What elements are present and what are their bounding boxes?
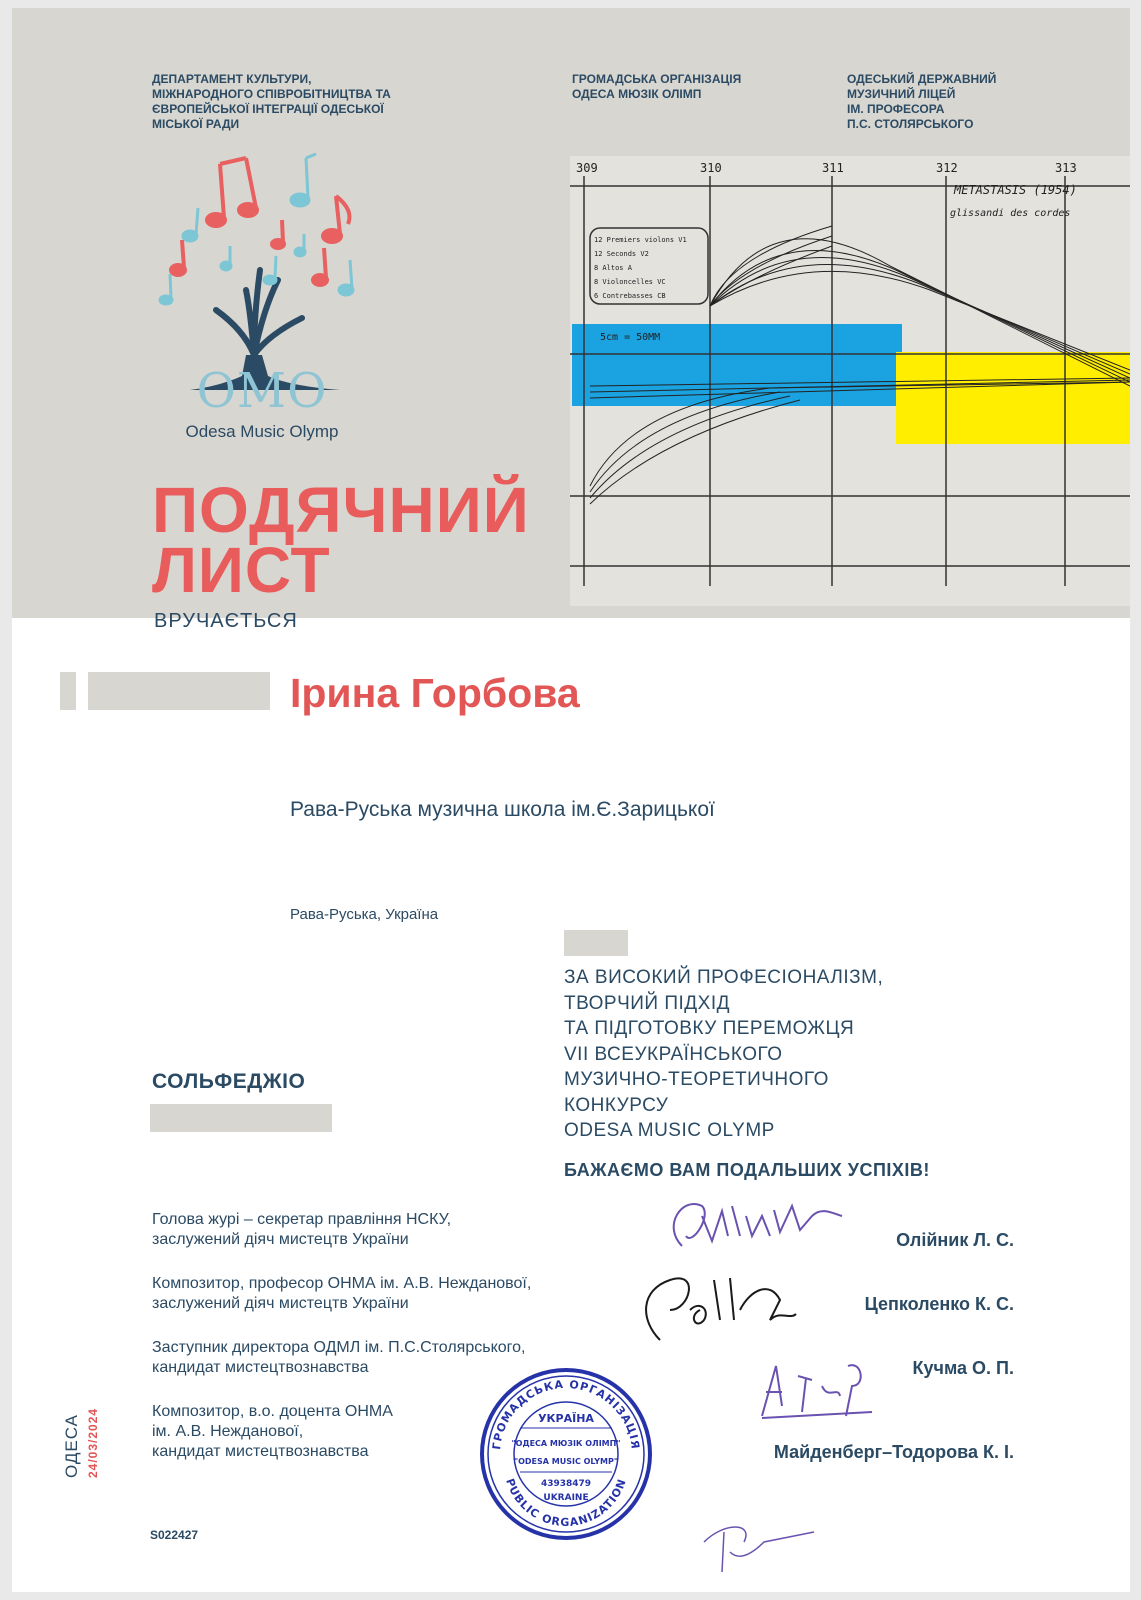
stamp-country: УКРАЇНА (538, 1412, 594, 1425)
jury-role-4: Композитор, в.о. доцента ОНМА ім. А.В. Нежданової, кандидат мистецтвознавства (152, 1403, 393, 1460)
stamp-line-1: "ОДЕСА МЮЗІК ОЛІМП" (511, 1439, 621, 1448)
score-note: glissandi des cordes (950, 208, 1071, 219)
awarded-label: ВРУЧАЄТЬСЯ (154, 610, 298, 632)
signature-4 (684, 1502, 834, 1582)
juror-name-4: Майденберг–Тодорова К. І. (773, 1442, 1014, 1462)
organization-stamp-icon (478, 1366, 654, 1542)
signature-1 (662, 1186, 852, 1266)
instrument-5: 6 Contrebasses CB (594, 292, 666, 300)
reason-line: ТА ПІДГОТОВКУ ПЕРЕМОЖЦЯ (564, 1018, 855, 1039)
recipient-city: Рава-Руська, Україна (290, 906, 439, 923)
jury-role-2: Композитор, професор ОНМА ім. А.В. Нежданової, заслужений діяч мистецтв України (152, 1275, 532, 1312)
certificate-sheet (12, 8, 1130, 1592)
measure-1: 309 (576, 161, 598, 175)
juror-name-2: Цепколенко К. С. (864, 1294, 1014, 1314)
place-date (52, 1368, 112, 1478)
jury-role-3: Заступник директора ОДМЛ ім. П.С.Столярського, кандидат мистецтвознавства (152, 1339, 526, 1376)
logo-name: Odesa Music Olymp (185, 422, 339, 441)
certificate-title: ПОДЯЧНИЙ ЛИСТ (152, 474, 530, 606)
tempo-mark: 5cm = 50MM (600, 332, 661, 343)
redaction-block (564, 930, 628, 956)
measure-2: 310 (700, 161, 722, 175)
redaction-block (88, 672, 270, 710)
redaction-block (60, 672, 76, 710)
wish-text: БАЖАЄМО ВАМ ПОДАЛЬШИХ УСПІХІВ! (564, 1160, 930, 1180)
juror-name-3: Кучма О. П. (912, 1358, 1014, 1378)
reason-line: ТВОРЧИЙ ПІДХІД (564, 992, 730, 1014)
school-name: Рава-Руська музична школа ім.Є.Зарицької (290, 798, 715, 821)
score-work-title: METASTASIS (1954) (954, 183, 1077, 197)
juror-name-1: Олійник Л. С. (896, 1230, 1014, 1250)
stamp-code: 43938479 (540, 1479, 592, 1489)
stamp-country-en: UKRAINE (543, 1493, 589, 1503)
score-graphic (570, 156, 1130, 606)
stamp-outer-bottom: PUBLIC ORGANIZATION (503, 1476, 629, 1530)
instrument-4: 8 Violoncelles VC (594, 278, 666, 286)
date-label: 24/03/2024 (86, 1407, 100, 1478)
subject-label: СОЛЬФЕДЖІО (152, 1070, 306, 1093)
instrument-2: 12 Seconds V2 (594, 250, 649, 258)
signature-3 (752, 1346, 892, 1426)
serial-number: S022427 (150, 1528, 199, 1542)
stamp-line-2: "ODESA MUSIC OLYMP" (513, 1457, 619, 1466)
reason-line: VII ВСЕУКРАЇНСЬКОГО (564, 1043, 783, 1065)
reason-line: ЗА ВИСОКИЙ ПРОФЕСІОНАЛІЗМ, (564, 967, 884, 988)
instrument-3: 8 Altos A (594, 264, 632, 272)
reason-line: КОНКУРСУ (564, 1094, 669, 1116)
reason-line: ODESA MUSIC OLYMP (564, 1120, 775, 1141)
measure-5: 313 (1055, 161, 1077, 175)
reason-line: МУЗИЧНО-ТЕОРЕТИЧНОГО (564, 1069, 829, 1090)
award-reason (564, 965, 883, 1144)
measure-4: 312 (936, 161, 958, 175)
org-ngo: ГРОМАДСЬКА ОРГАНІЗАЦІЯ ОДЕСА МЮЗІК ОЛІМП (572, 72, 742, 101)
recipient-name: Ірина Горбова (290, 670, 580, 716)
instrument-1: 12 Premiers violons V1 (594, 236, 687, 244)
flag-yellow-band (896, 352, 1130, 444)
place-label: ОДЕСА (62, 1414, 81, 1478)
stamp-outer-top: ГРОМАДСЬКА ОРГАНІЗАЦІЯ (490, 1377, 642, 1451)
org-lyceum: ОДЕСЬКИЙ ДЕРЖАВНИЙ МУЗИЧНИЙ ЛІЦЕЙ ІМ. ПРОФЕСОРА П.С. СТОЛЯРСЬКОГО (847, 72, 997, 131)
signature-2 (630, 1260, 820, 1350)
org-department: ДЕПАРТАМЕНТ КУЛЬТУРИ, МІЖНАРОДНОГО СПІВРОБІТНИЦТВА ТА ЄВРОПЕЙСЬКОЇ ІНТЕГРАЦІЇ ОДЕСЬКОЇ МІСЬКОЇ РАДИ (152, 72, 391, 131)
measure-3: 311 (822, 161, 844, 175)
logo-abbr: OMO (196, 363, 328, 419)
redaction-block (150, 1104, 332, 1132)
jury-role-1: Голова журі – секретар правління НСКУ, заслужений діяч мистецтв України (152, 1211, 452, 1248)
